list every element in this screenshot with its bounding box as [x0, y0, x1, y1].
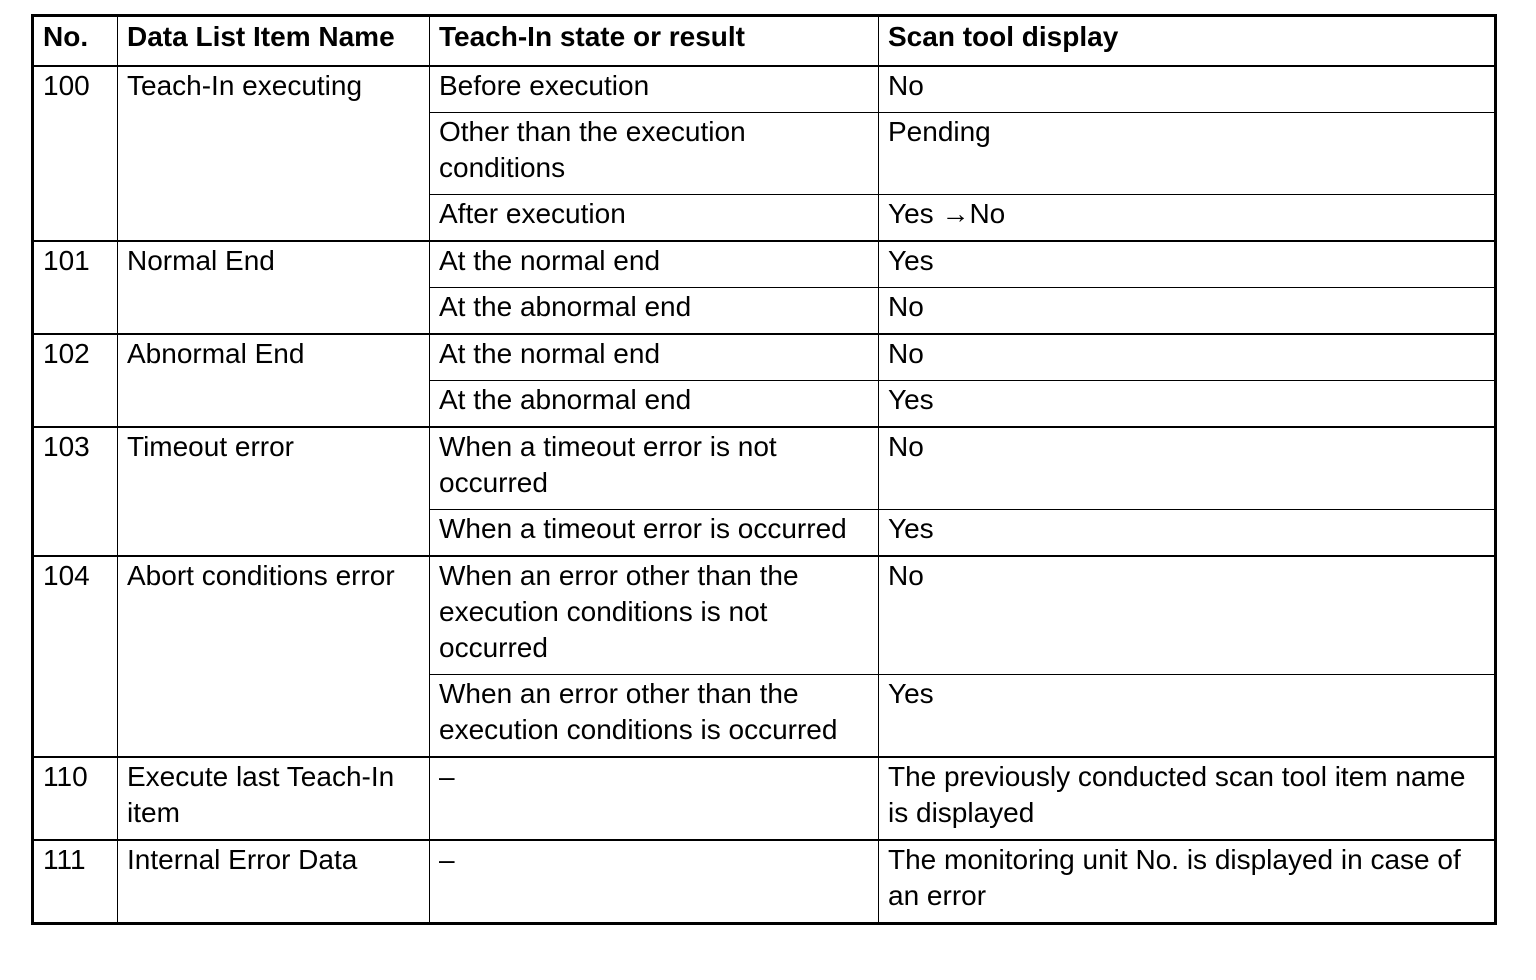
data-list-table: [31, 14, 1497, 925]
row-no: 104: [33, 556, 118, 757]
header-item-name: Data List Item Name: [118, 16, 430, 67]
header-display: Scan tool display: [879, 16, 1496, 67]
row-display: No: [879, 66, 1496, 113]
row-state: At the abnormal end: [430, 381, 879, 428]
row-state: After execution: [430, 195, 879, 242]
row-item-name: Abort conditions error: [118, 556, 430, 757]
row-no: 101: [33, 241, 118, 334]
row-display: No: [879, 556, 1496, 675]
row-item-name: Abnormal End: [118, 334, 430, 427]
row-item-name: Execute last Teach-In item: [118, 757, 430, 840]
row-no: 102: [33, 334, 118, 427]
table-row: [33, 840, 1496, 924]
table-row: [33, 241, 1496, 288]
row-no: 111: [33, 840, 118, 924]
row-display: Yes: [879, 510, 1496, 557]
row-display: No: [879, 427, 1496, 510]
row-display: Yes: [879, 241, 1496, 288]
row-no: 110: [33, 757, 118, 840]
row-state: When an error other than the execution conditions is not occurred: [430, 556, 879, 675]
table-row: [33, 66, 1496, 113]
row-state: At the normal end: [430, 241, 879, 288]
table-row: [33, 334, 1496, 381]
row-state: At the abnormal end: [430, 288, 879, 335]
header-state: Teach-In state or result: [430, 16, 879, 67]
row-state: When an error other than the execution conditions is occurred: [430, 675, 879, 758]
row-state: –: [430, 840, 879, 924]
header-row: [33, 16, 1496, 67]
table-wrapper: [31, 14, 1497, 925]
row-display: Yes: [879, 381, 1496, 428]
table-row: [33, 757, 1496, 840]
row-item-name: Teach-In executing: [118, 66, 430, 241]
table-row: [33, 556, 1496, 675]
row-display: The previously conducted scan tool item name is displayed: [879, 757, 1496, 840]
row-state: When a timeout error is occurred: [430, 510, 879, 557]
row-item-name: Normal End: [118, 241, 430, 334]
row-state: At the normal end: [430, 334, 879, 381]
row-item-name: Timeout error: [118, 427, 430, 556]
table-row: [33, 427, 1496, 510]
row-display: No: [879, 288, 1496, 335]
row-display: No: [879, 334, 1496, 381]
header-no: No.: [33, 16, 118, 67]
row-display: The monitoring unit No. is displayed in case of an error: [879, 840, 1496, 924]
row-item-name: Internal Error Data: [118, 840, 430, 924]
row-state: When a timeout error is not occurred: [430, 427, 879, 510]
row-no: 100: [33, 66, 118, 241]
row-state: –: [430, 757, 879, 840]
row-no: 103: [33, 427, 118, 556]
row-display: Pending: [879, 113, 1496, 195]
row-display: Yes →No: [879, 195, 1496, 242]
row-display: Yes: [879, 675, 1496, 758]
row-state: Before execution: [430, 66, 879, 113]
row-state: Other than the execution conditions: [430, 113, 879, 195]
